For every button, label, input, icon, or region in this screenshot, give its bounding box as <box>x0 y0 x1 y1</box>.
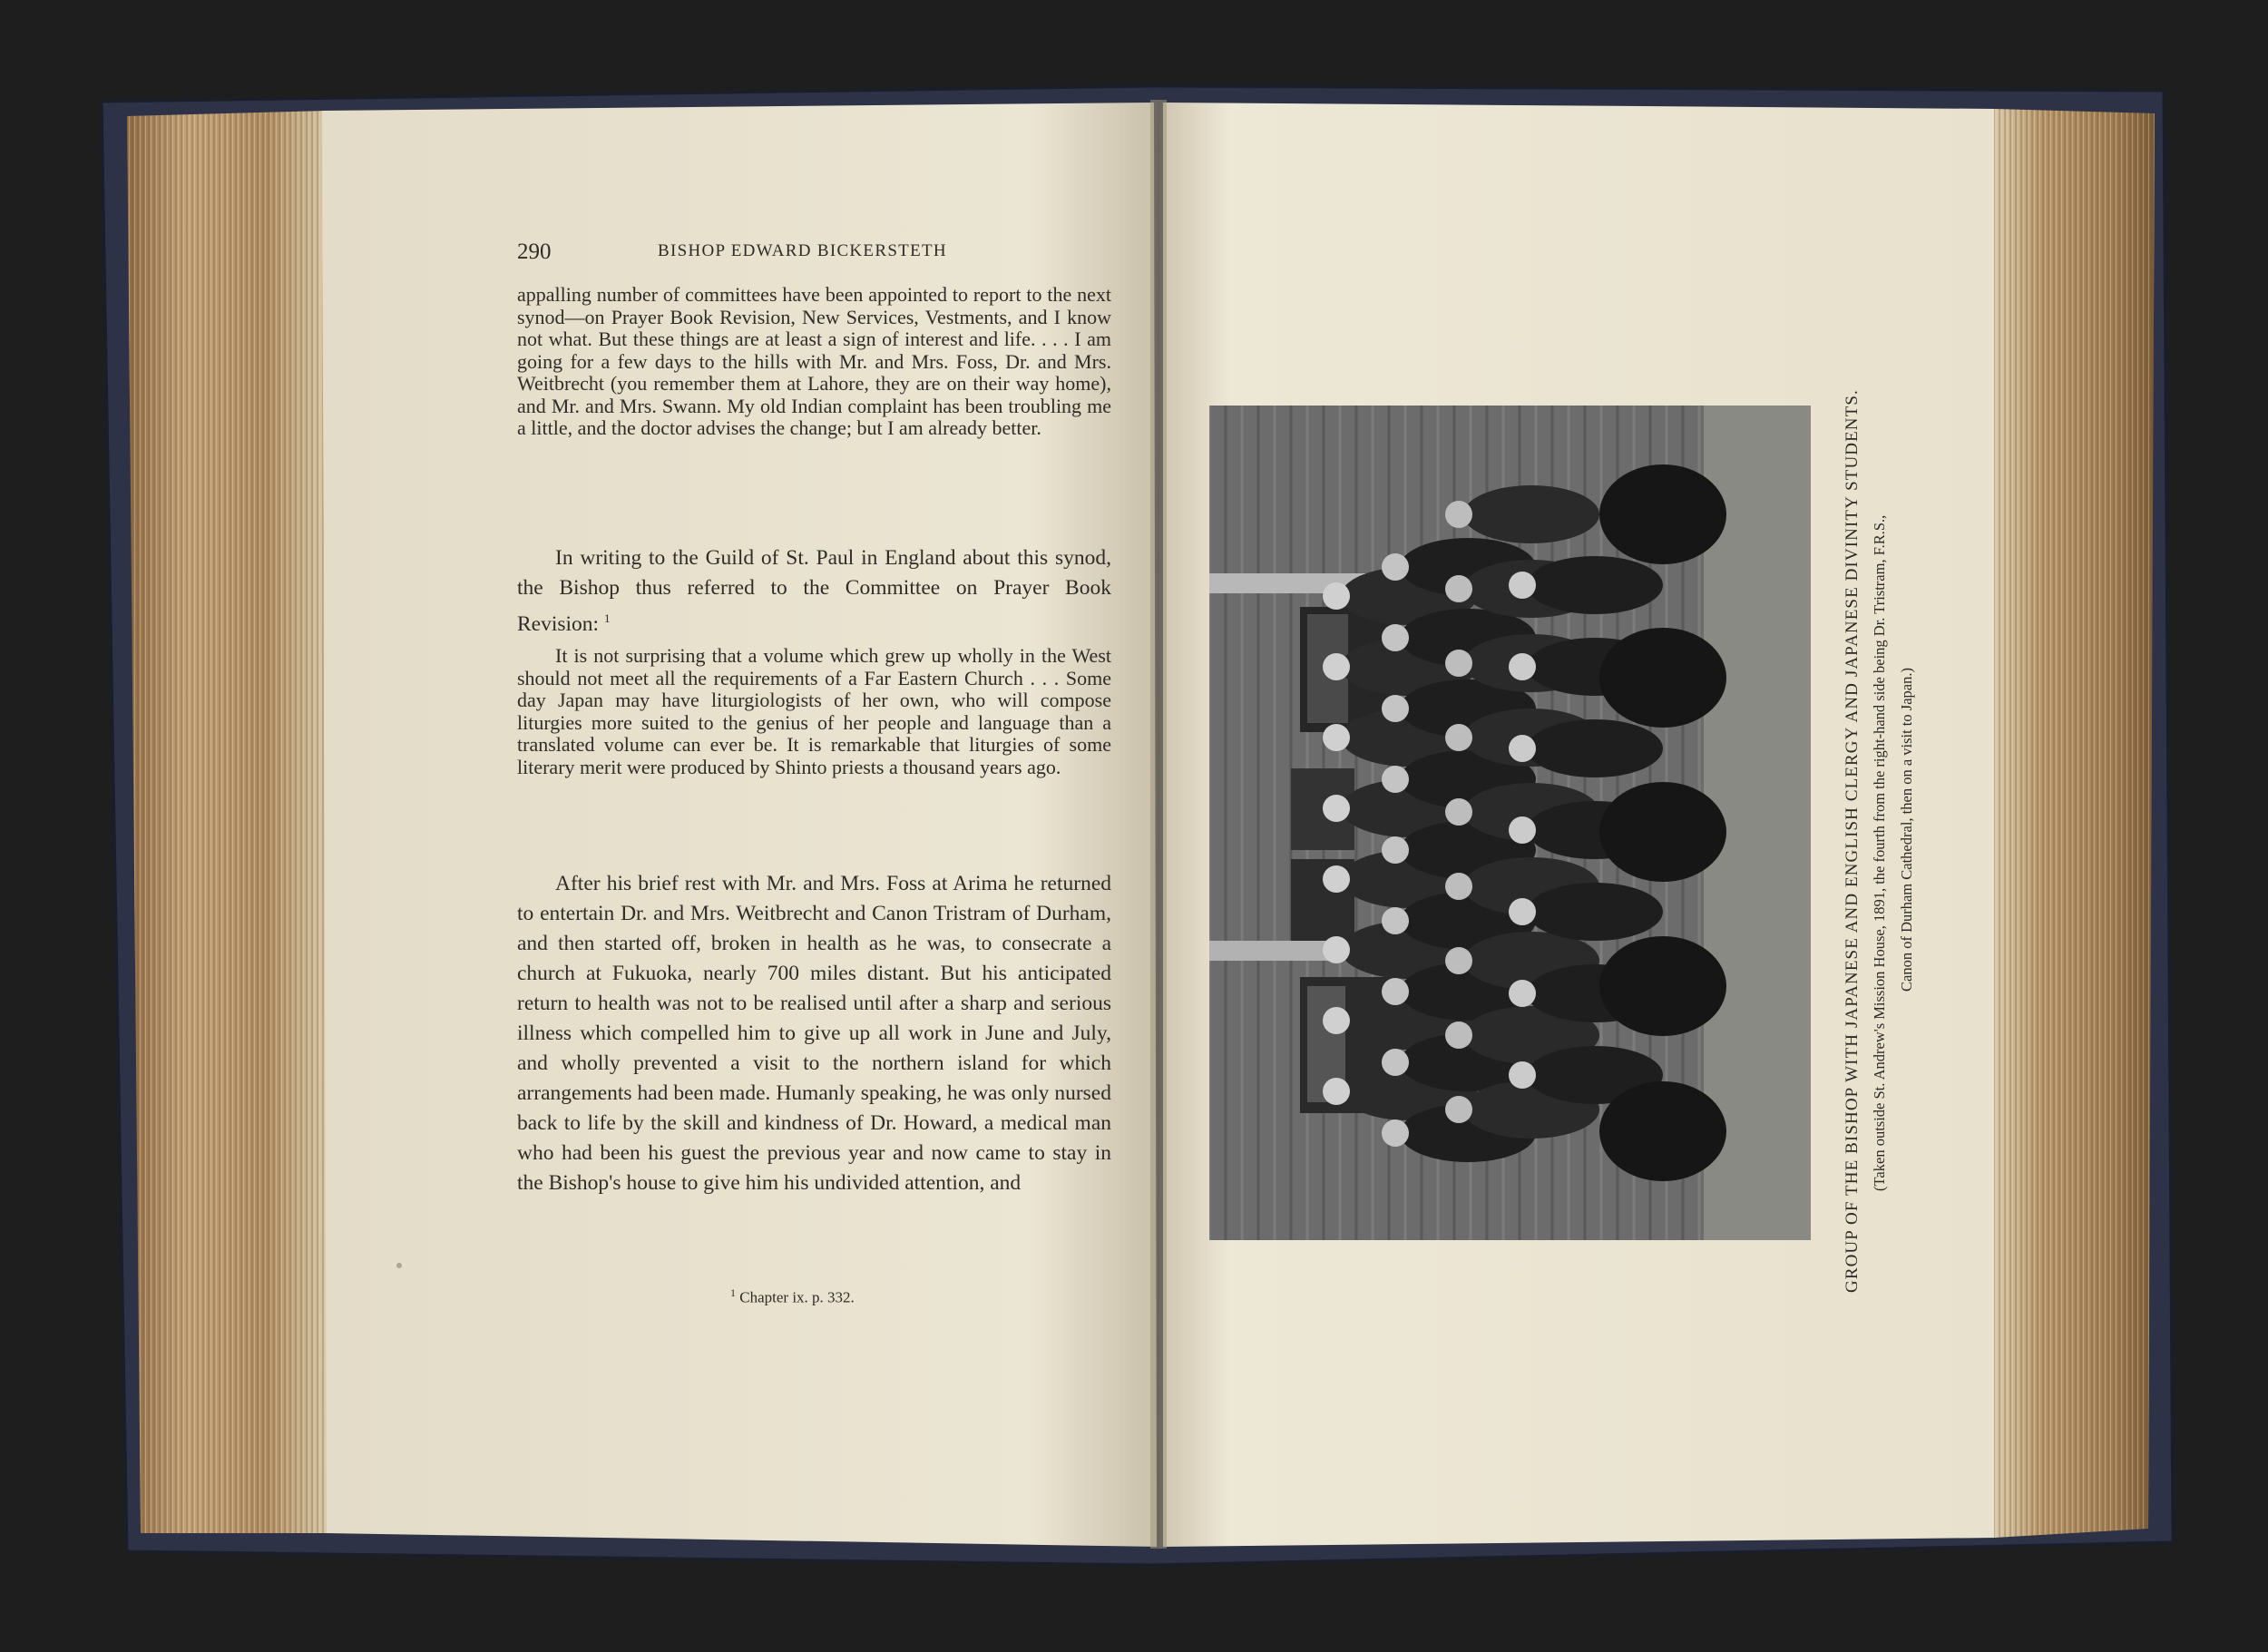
figure-head <box>1445 873 1472 900</box>
figure-head <box>1323 795 1350 822</box>
body-paragraph-text: In writing to the Guild of St. Paul in England about this synod, the Bishop thus referred to the Committee on Prayer Book Revision: <box>517 546 1111 636</box>
figure-head <box>1382 695 1409 722</box>
figure-head <box>1509 735 1536 762</box>
figure-head <box>1445 650 1472 677</box>
figure-head <box>1382 907 1409 934</box>
plate-caption-title: GROUP OF THE BISHOP WITH JAPANESE AND ENGLISH CLERGY AND JAPANESE DIVINITY STUDENTS. <box>1843 389 1862 1293</box>
figure-head <box>1445 947 1472 974</box>
figure-head <box>1323 1007 1350 1034</box>
left-page-text <box>517 225 1111 1350</box>
figure-body <box>1527 883 1663 941</box>
figure-body <box>1527 556 1663 614</box>
figure-head <box>1382 836 1409 864</box>
footnote <box>730 1286 1093 1307</box>
figure-head <box>1382 766 1409 793</box>
figure-head <box>1382 553 1409 581</box>
figure-head <box>1509 653 1536 680</box>
figure-head <box>1445 798 1472 826</box>
plate-caption-note: (Taken outside St. Andrew's Mission House, 1891, the fourth from the right-hand side being Dr. Tristram, F.R.S., <box>1871 514 1888 1191</box>
figure-head <box>1323 936 1350 963</box>
figure-head <box>1382 1049 1409 1076</box>
figure-head <box>1509 1061 1536 1089</box>
figure-robe <box>1599 782 1726 882</box>
figure-head <box>1445 1096 1472 1123</box>
figure-head <box>1445 1022 1472 1049</box>
figure-head <box>1323 724 1350 751</box>
figure-head <box>1445 501 1472 528</box>
figure-head <box>1323 865 1350 893</box>
figure-head <box>1382 1119 1409 1147</box>
footnote-marker: 1 <box>730 1286 736 1299</box>
figure-head <box>1382 978 1409 1005</box>
figure-head <box>1323 1078 1350 1105</box>
figure-head <box>1509 898 1536 925</box>
body-paragraph: After his brief rest with Mr. and Mrs. Foss at Arima he returned to entertain Dr. and Mrs. Weitbrecht and Canon Tristram of Durham, and then started off, broken in health as he was, to consecrate a church at Fukuoka, nearly 700 miles distant. But his anticipated return to health was not to be realised until after a sharp and serious illness which compelled him to give up all work in June and July, and wholly prevented a visit to the northern island for which arrangements had been made. Humanly speaking, he was only nursed back to life by the skill and kindness of Dr. Howard, a medical man who had been his guest the previous year and now came to stay in the Bishop's house to give him his undivided attention, and <box>517 872 1111 1195</box>
body-paragraph <box>517 543 1111 640</box>
guild-quotation: It is not surprising that a volume which grew up wholly in the West should not meet all the requirements of a Far Eastern Church . . . Some day Japan may have liturgiologists of her own, who will compose liturgies more suited to the genius of her people and language than a translated volume can ever be. It is remarkable that liturgies of some literary merit were produced by Shinto priests a thousand years ago. <box>517 644 1111 778</box>
footnote-marker: 1 <box>603 611 611 625</box>
figure-robe <box>1599 936 1726 1036</box>
figure-head <box>1445 724 1472 751</box>
page-number: 290 <box>517 239 552 264</box>
figure-robe <box>1599 1081 1726 1181</box>
group-photograph <box>1209 406 1811 1240</box>
figure-robe <box>1599 628 1726 728</box>
photograph-image <box>1209 406 1811 1240</box>
figure-body <box>1463 485 1599 543</box>
figure-head <box>1445 575 1472 602</box>
running-head <box>517 239 1111 276</box>
figure-head <box>1509 816 1536 844</box>
figure-head <box>1323 653 1350 680</box>
figure-head <box>1509 980 1536 1007</box>
footnote-text: Chapter ix. p. 332. <box>739 1288 855 1306</box>
figure-head <box>1323 582 1350 610</box>
running-head-title: BISHOP EDWARD BICKERSTETH <box>658 241 947 260</box>
figure-head <box>1509 572 1536 599</box>
plate-caption-note: Canon of Durham Cathedral, then on a visit to Japan.) <box>1898 668 1915 992</box>
figure-robe <box>1599 464 1726 564</box>
letter-excerpt: appalling number of committees have been appointed to report to the next synod—on Prayer Book Revision, New Services, Vestments, and I know not what. But these things are at least a sign of interest and life. . . . I am going for a few days to the hills with Mr. and Mrs. Foss, Dr. and Mrs. Weitbrecht (you remember them at Lahore, they are on their way home), and Mr. and Mrs. Swann. My old Indian complaint has been troubling me a little, and the doctor advises the change; but I am already better. <box>517 283 1111 439</box>
figure-body <box>1527 719 1663 777</box>
figure-head <box>1382 624 1409 651</box>
